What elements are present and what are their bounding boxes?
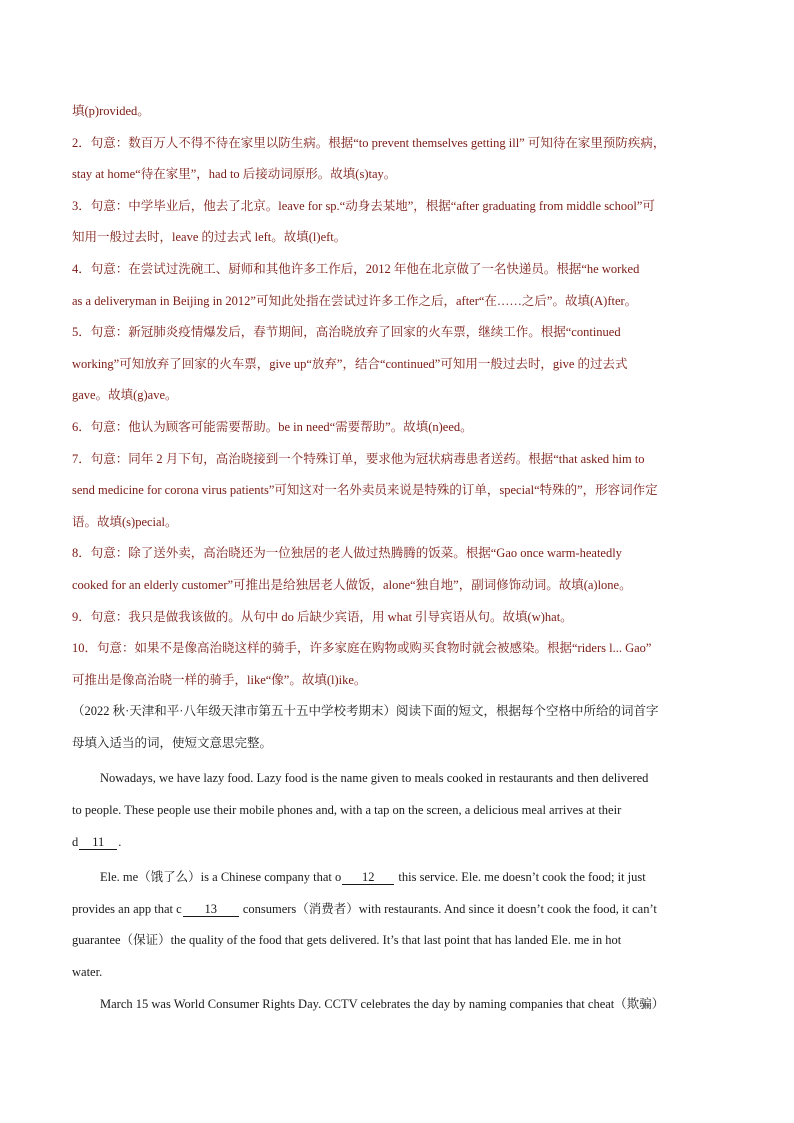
answer-7-line: 语。故填(s)pecial。 — [72, 514, 178, 529]
passage-line — [72, 894, 732, 926]
answer-4-line: 4．句意：在尝试过洗碗工、厨师和其他许多工作后，2012 年他在北京做了一名快递员。根据“he worked — [72, 261, 640, 276]
fill-in-blank-12[interactable]: 12 — [342, 870, 394, 885]
passage-text: this service. Ele. me doesn’t cook the food; it just — [395, 870, 646, 885]
answer-10-line: 可推出是像高治晓一样的骑手，like“像”。故填(l)ike。 — [72, 672, 367, 687]
passage-line — [72, 827, 732, 859]
answer-2-line: stay at home“待在家里”，had to 后接动词原形。故填(s)tay。 — [72, 167, 397, 182]
passage-text: d — [72, 834, 79, 849]
passage-text: Ele. me（饿了么）is a Chinese company that o — [100, 870, 342, 885]
passage-line — [72, 862, 732, 894]
passage-text: provides an app that c — [72, 901, 182, 916]
answer-3-line: 知用一般过去时，leave 的过去式 left。故填(l)eft。 — [72, 230, 347, 245]
answer-3-line: 3．句意：中学毕业后，他去了北京。leave for sp.“动身去某地”，根据“after graduating from middle school”可 — [72, 198, 655, 213]
answer-7-line: 7．句意：同年 2 月下旬，高治晓接到一个特殊订单，要求他为冠状病毒患者送药。根据“that asked him to — [72, 451, 645, 466]
reading-passage — [72, 763, 732, 1020]
passage-line: water. — [72, 965, 103, 980]
answer-10-line: 10．句意：如果不是像高治晓这样的骑手，许多家庭在购物或购买食物时就会被感染。根据“riders l... Gao” — [72, 641, 652, 656]
passage-text: consumers（消费者）with restaurants. And since it doesn’t cook the food, it can’t — [239, 901, 657, 916]
answer-5-line: 5．句意：新冠肺炎疫情爆发后，春节期间，高治晓放弃了回家的火车票，继续工作。根据“continued — [72, 325, 621, 340]
answer-4-line: as a deliveryman in Beijing in 2012”可知此处指在尝试过许多工作之后，after“在……之后”。故填(A)fter。 — [72, 293, 638, 308]
instruction-line: （2022 秋·天津和平·八年级天津市第五十五中学校考期末）阅读下面的短文，根据每个空格中所给的词首字 — [72, 704, 659, 719]
exercise-instructions — [72, 696, 732, 759]
answer-2-line: 2．句意：数百万人不得不待在家里以防生病。根据“to prevent themselves getting ill” 可知待在家里预防疾病， — [72, 135, 666, 150]
answer-6-line: 6．句意：他认为顾客可能需要帮助。be in need“需要帮助”。故填(n)eed。 — [72, 419, 473, 434]
document-page — [72, 96, 732, 1020]
answer-line: 填(p)rovided。 — [72, 104, 150, 118]
answer-5-line: gave。故填(g)ave。 — [72, 388, 178, 403]
passage-line: Nowadays, we have lazy food. Lazy food is the name given to meals cooked in restaurants and then delivered — [100, 771, 649, 786]
passage-line: March 15 was World Consumer Rights Day. CCTV celebrates the day by naming companies that cheat（欺骗） — [100, 996, 665, 1011]
answer-8-line: 8．句意：除了送外卖，高治晓还为一位独居的老人做过热腾腾的饭菜。根据“Gao once warm-heatedly — [72, 546, 622, 561]
answer-explanations — [72, 96, 732, 696]
answer-5-line: working”可知放弃了回家的火车票，give up“放弃”，结合“continued”可知用一般过去时，give 的过去式 — [72, 356, 628, 371]
fill-in-blank-11[interactable]: 11 — [79, 835, 117, 850]
answer-7-line: send medicine for corona virus patients”可知这对一名外卖员来说是特殊的订单，special“特殊的”，形容词作定 — [72, 483, 658, 498]
passage-line: to people. These people use their mobile phones and, with a tap on the screen, a delicious meal arrives at their — [72, 803, 622, 818]
passage-line: guarantee（保证）the quality of the food that gets delivered. It’s that last point that has landed Ele. me in hot — [72, 933, 622, 948]
answer-8-line: cooked for an elderly customer”可推出是给独居老人做饭，alone“独自地”，副词修饰动词。故填(a)lone。 — [72, 577, 632, 592]
passage-text: . — [118, 834, 122, 849]
answer-9-line: 9．句意：我只是做我该做的。从句中 do 后缺少宾语，用 what 引导宾语从句。故填(w)hat。 — [72, 609, 573, 624]
fill-in-blank-13[interactable]: 13 — [183, 902, 239, 917]
instruction-line: 母填入适当的词，使短文意思完整。 — [72, 735, 273, 750]
